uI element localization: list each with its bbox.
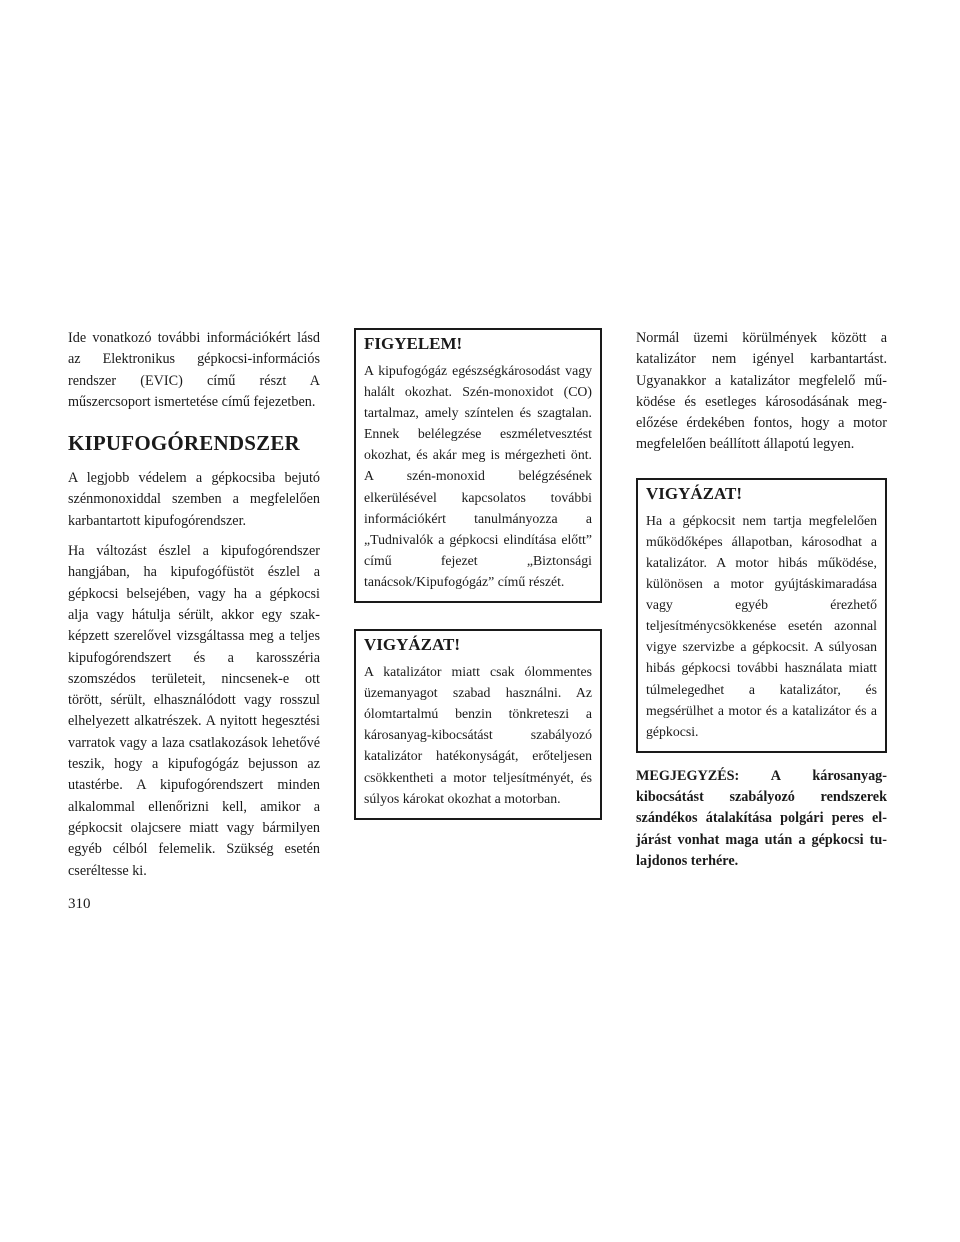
caution-text: Ha a gépkocsit nem tartja megfelelően működőképes állapotban, károsodhat a katalizátor. A motor hibás működése, különösen a motor gyújtáskimaradása vagy egyéb érezhető teljesítménycsökkenése esetén azonnal vigye szervizbe a gépkocsit. A súlyosan hibás gépkocsi további használata miatt túlmelegedhet a katalizátor, és megsérülhet a motor és a katalizátor és a gépkocsi. (646, 512, 877, 739)
caution-box-catalyst-fuel (354, 629, 602, 820)
note-paragraph: MEGJEGYZÉS: A károsanyag-kibocsátást szabályozó rendszerek szándékos átalakítása polgári peres eljárást vonhat maga után a gépkocsi tulajdonos terhére. (636, 767, 887, 869)
intro-paragraph: Ide vonatkozó további információkért lásd az Elektronikus gépkocsi-információs rendszer (EVIC) című részt A műszercsoport ismertetése című fejezetben. (68, 330, 320, 410)
page-number: 310 (68, 896, 91, 912)
caution-text: A katalizátor miatt csak ólommentes üzemanyagot szabad használni. Az ólomtartalmú benzin tönkreteszi a károsanyag-kibocsátást szabályozó katalizátor hatékonyságát, erőteljesen csökkentheti a motor teljesítményét, és súlyos károkat okozhat a motorban. (364, 664, 592, 806)
right-column (636, 328, 887, 872)
warning-title: FIGYELEM! (364, 334, 463, 353)
catalyst-paragraph: Normál üzemi körülmények között a katalizátor nem igényel karbantartást. Ugyanakkor a katalizátor megfelelő működése és esetleges károsodásának megelőzése érdekében fontos, hogy a motor megfelelően beállított állapotú legyen. (636, 330, 887, 453)
section-heading: KIPUFOGÓRENDSZER (68, 431, 300, 456)
exhaust-paragraph-2: Ha változást észlel a kipufogórendszer hangjában, ha kipufogófüstöt észlel a gépkocsi belsejében, vagy ha a gépkocsi alja vagy hátulja sérült, akkor egy szakképzett szerelővel vizsgáltassa meg a teljes kipufogórendszert és a karosszéria szomszédos területeit, nincsenek-e ott törött, sérült, elhasználódott vagy rosszul elhelyezett alkatrészek. A nyitott hegesztési varratok vagy a laza csatlakozások lehetővé teszik, hogy a kipufogógáz bejusson az utastérbe. A kipufogórendszert minden alkalommal ellenőrizni kell, amikor a gépkocsit olajcsere miatt vagy bármilyen egyéb célból felemelik. Szükség esetén cseréltesse ki. (68, 543, 320, 879)
left-column (68, 328, 320, 882)
caution-title: VIGYÁZAT! (364, 635, 461, 655)
exhaust-paragraph-1: A legjobb védelem a gépkocsiba bejutó szénmonoxiddal szemben a megfelelően karbantartott kipufogórendszer. (68, 470, 320, 529)
warning-box-figyelem (354, 328, 602, 603)
middle-column (354, 328, 602, 820)
caution-box-maintenance (636, 478, 887, 753)
caution-title: VIGYÁZAT! (646, 483, 743, 503)
warning-text: A kipufogógáz egészségkárosodást vagy halált okozhat. Szén-monoxidot (CO) tartalmaz, amely színtelen és szagtalan. Ennek belélegzése eszméletvesztést okozhat, és akár meg is mérgezheti önt. A szén-monoxid belégzésének elkerülésével kapcsolatos további információkért tanulmányozza a „Tudnivalók a gépkocsi elindítása előtt” című fejezet „Biztonsági tanácsok/Kipufogógáz” című részét. (364, 363, 592, 589)
